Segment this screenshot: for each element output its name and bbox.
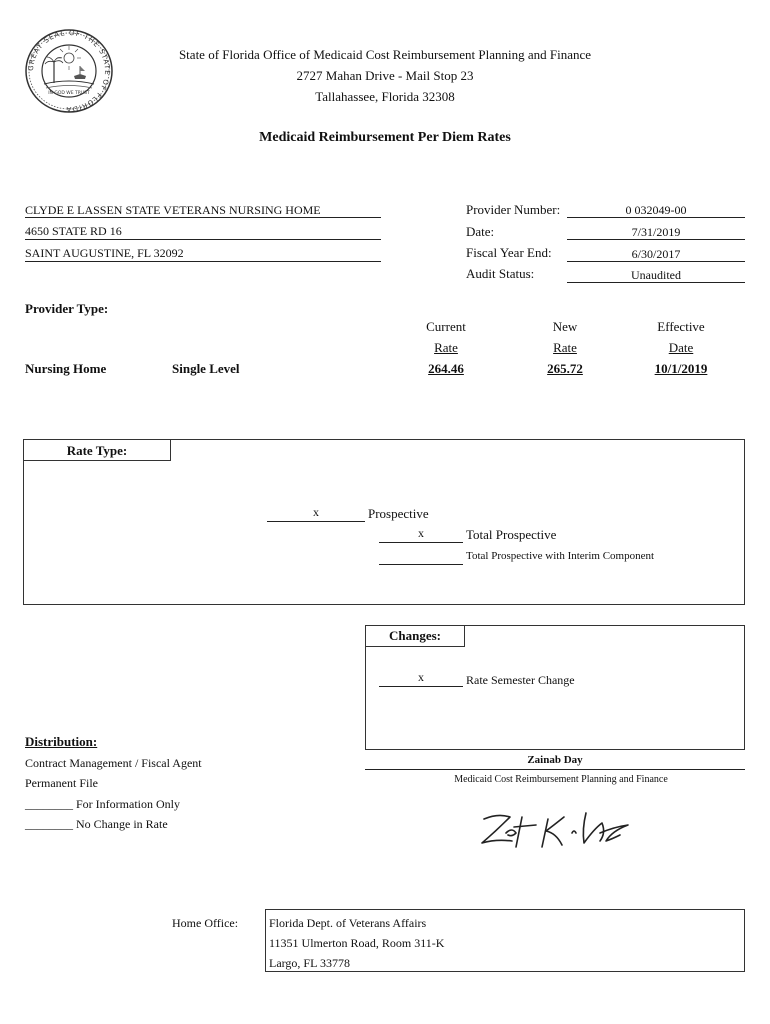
total-prospective-mark: x	[418, 526, 424, 540]
signer-office: Medicaid Cost Reimbursement Planning and Finance	[454, 774, 668, 785]
effective-date-value: 10/1/2019	[654, 361, 708, 376]
new-rate-header-1: New	[552, 319, 578, 334]
total-prospective-label: Total Prospective	[466, 527, 557, 542]
current-rate-header-2: Rate	[434, 340, 458, 355]
provider-street: 4650 STATE RD 16	[25, 224, 122, 238]
provider-street-underline	[25, 239, 381, 240]
current-rate-header-1: Current	[426, 319, 466, 334]
provider-level-value: Single Level	[172, 361, 240, 376]
distribution-line-3-blank: ________	[25, 797, 73, 811]
distribution-line-2: Permanent File	[25, 776, 98, 790]
prospective-blank	[267, 521, 365, 522]
home-office-line-3: Largo, FL 33778	[269, 956, 350, 970]
semester-change-label: Rate Semester Change	[466, 673, 575, 687]
provider-type-label: Provider Type:	[25, 301, 109, 316]
seal-motto: IN GOD WE TRUST	[48, 91, 90, 96]
provider-number-value: 0 032049-00	[625, 203, 687, 217]
current-rate-value: 264.46	[428, 361, 464, 376]
distribution-line-4	[25, 817, 168, 832]
distribution-line-4-blank: ________	[25, 817, 73, 831]
provider-number-underline	[567, 217, 745, 218]
distribution-line-3	[25, 797, 180, 812]
distribution-line-4-text: No Change in Rate	[76, 817, 168, 831]
fiscal-year-end-underline	[567, 261, 745, 262]
header-line-2: 2727 Mahan Drive - Mail Stop 23	[296, 68, 474, 83]
rate-type-label: Rate Type:	[66, 443, 128, 458]
audit-status-underline	[567, 282, 745, 283]
provider-city: SAINT AUGUSTINE, FL 32092	[25, 246, 184, 260]
provider-number-label: Provider Number:	[466, 202, 561, 217]
distribution-line-1: Contract Management / Fiscal Agent	[25, 756, 202, 770]
effective-date-header-2: Date	[668, 340, 694, 355]
fiscal-year-end-value: 6/30/2017	[631, 247, 681, 261]
provider-name: CLYDE E LASSEN STATE VETERANS NURSING HOME	[25, 203, 321, 217]
prospective-mark: x	[313, 505, 319, 519]
total-prospective-blank	[379, 542, 463, 543]
semester-change-mark: x	[418, 670, 424, 684]
handwritten-signature	[478, 803, 650, 855]
new-rate-header-2: Rate	[553, 340, 577, 355]
header-line-1: State of Florida Office of Medicaid Cost Reimbursement Planning and Finance	[178, 47, 592, 62]
home-office-label: Home Office:	[172, 916, 239, 930]
date-value: 7/31/2019	[631, 225, 681, 239]
home-office-line-1: Florida Dept. of Veterans Affairs	[269, 916, 427, 930]
effective-date-header-1: Effective	[657, 319, 705, 334]
fiscal-year-end-label: Fiscal Year End:	[466, 245, 552, 260]
rate-type-box	[23, 439, 745, 605]
new-rate-value: 265.72	[547, 361, 583, 376]
seal-ring-text: GREAT SEAL OF THE STATE OF FLORIDA	[26, 28, 112, 114]
signer-underline	[365, 769, 745, 770]
date-underline	[567, 239, 745, 240]
prospective-label: Prospective	[368, 506, 429, 521]
semester-change-blank	[379, 686, 463, 687]
signer-name: Zainab Day	[527, 754, 583, 766]
home-office-line-2: 11351 Ulmerton Road, Room 311-K	[269, 936, 445, 950]
page-title: Medicaid Reimbursement Per Diem Rates	[259, 130, 511, 145]
provider-type-value: Nursing Home	[25, 361, 107, 376]
provider-city-underline	[25, 261, 381, 262]
distribution-line-3-text: For Information Only	[76, 797, 180, 811]
interim-blank	[379, 564, 463, 565]
audit-status-value: Unaudited	[631, 268, 681, 282]
date-label: Date:	[466, 224, 495, 239]
distribution-title: Distribution:	[25, 734, 98, 749]
interim-label: Total Prospective with Interim Component	[466, 550, 655, 562]
provider-name-underline	[25, 217, 381, 218]
audit-status-label: Audit Status:	[466, 266, 535, 281]
header-line-3: Tallahassee, Florida 32308	[315, 89, 455, 104]
changes-label: Changes:	[388, 628, 441, 643]
